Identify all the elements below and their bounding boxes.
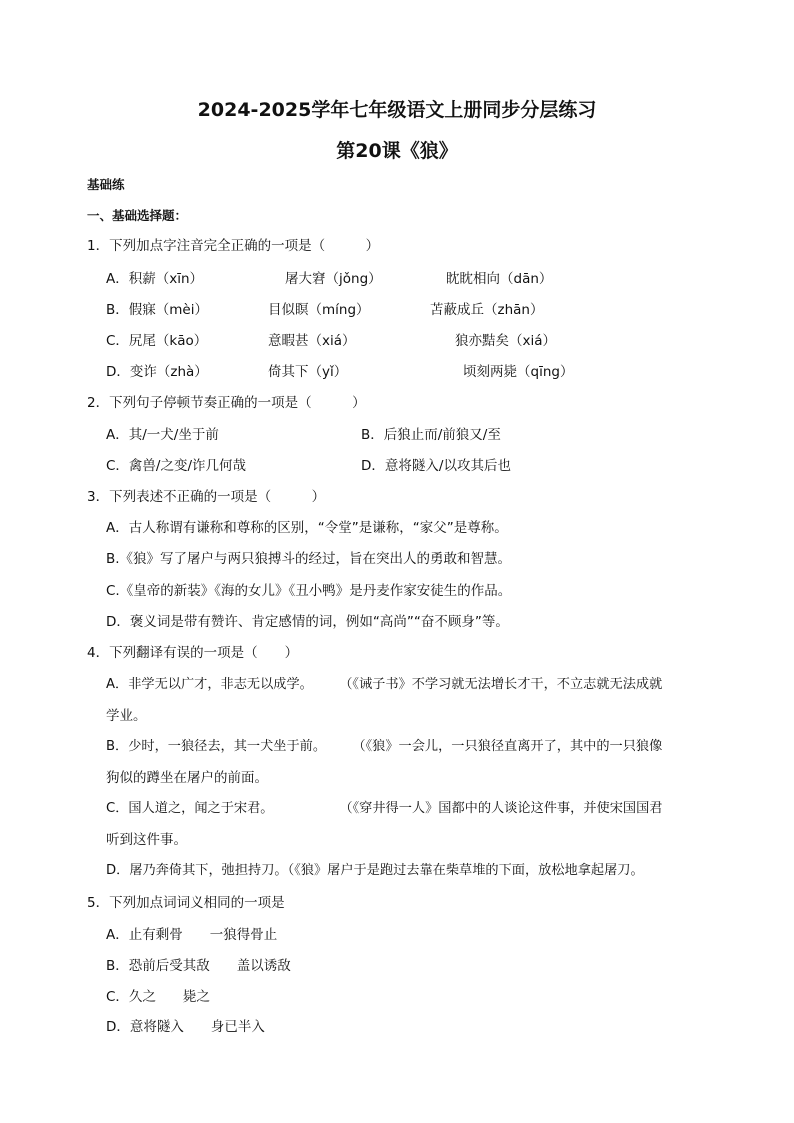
q1-option-c-1: C．尻尾（kāo） [106,333,208,349]
q4-option-a-line2: 学业。 [106,708,147,724]
section-heading: 一、基础选择题： [87,208,188,223]
question-5-stem: 5．下列加点词词义相同的一项是 [87,895,285,911]
q2-option-c: C．禽兽/之变/诈几何哉 [106,458,247,474]
q1-option-b-1: B．假寐（mèi） [106,302,208,318]
q3-option-d: D．褒义词是带有赞许、肯定感情的词，例如“高尚”“奋不顾身”等。 [106,614,509,630]
q1-option-b-2: 目似瞑（míng） [268,302,370,318]
q1-option-c-2: 意暇甚（xiá） [268,333,356,349]
q5-option-d: D．意将隧入 身已半入 [106,1019,265,1035]
q1-option-a-2: 屠大窘（jǒng） [285,271,382,287]
q4-option-b-line1: B．少时，一狼径去，其一犬坐于前。 （《狼》一会儿，一只狼径直离开了，其中的一只狼像 [106,739,663,754]
q1-option-d-3: 顷刻两毙（qīng） [463,364,574,380]
document-title: 2024-2025学年七年级语文上册同步分层练习 [197,99,597,121]
question-1-stem: 1．下列加点字注音完全正确的一项是（ ） [87,238,380,254]
q3-option-b: B.《狼》写了屠户与两只狼搏斗的经过，旨在突出人的勇敢和智慧。 [106,551,512,567]
q3-option-c: C.《皇帝的新装》《海的女儿》《丑小鸭》是丹麦作家安徒生的作品。 [106,583,512,599]
q4-option-c-line2: 听到这件事。 [106,832,187,848]
q4-option-a-line1: A．非学无以广才，非志无以成学。 （《诫子书》不学习就无法增长才干，不立志就无法成就 [106,677,663,692]
q1-option-c-3: 狼亦黠矣（xiá） [455,333,557,349]
q4-option-c-line1: C．国人道之，闻之于宋君。 （《穿井得一人》国都中的人谈论这件事，并使宋国国君 [106,801,663,816]
q1-option-b-3: 苫蔽成丘（zhān） [430,302,544,318]
question-4-stem: 4．下列翻译有误的一项是（ ） [87,645,299,661]
q1-option-a-1: A．积薪（xīn） [106,271,204,287]
q1-option-a-3: 眈眈相向（dān） [446,271,553,287]
q1-option-d-1: D．变诈（zhà） [106,364,208,380]
q5-option-c: C．久之 毙之 [106,989,210,1005]
q1-option-d-2: 倚其下（yǐ） [268,364,348,380]
q2-option-a: A．其/一犬/坐于前 [106,427,219,443]
q2-option-d: D．意将隧入/以攻其后也 [361,458,511,474]
q2-option-b: B．后狼止而/前狼又/至 [361,427,501,443]
question-2-stem: 2．下列句子停顿节奏正确的一项是（ ） [87,395,366,411]
question-3-stem: 3．下列表述不正确的一项是（ ） [87,489,326,505]
q4-option-b-line2: 狗似的蹲坐在屠户的前面。 [106,770,268,786]
q5-option-b: B．恐前后受其敌 盖以诱敌 [106,958,291,974]
q5-option-a: A．止有剩骨 一狼得骨止 [106,927,278,943]
level-heading: 基础练 [87,177,125,192]
q4-option-d: D．屠乃奔倚其下，弛担持刀。（《狼》屠户于是跑过去靠在柴草堆的下面，放松地拿起屠刀。 [106,863,644,878]
lesson-title: 第20课《狼》 [336,140,458,162]
q3-option-a: A．古人称谓有谦称和尊称的区别，“令堂”是谦称，“家父”是尊称。 [106,520,508,536]
